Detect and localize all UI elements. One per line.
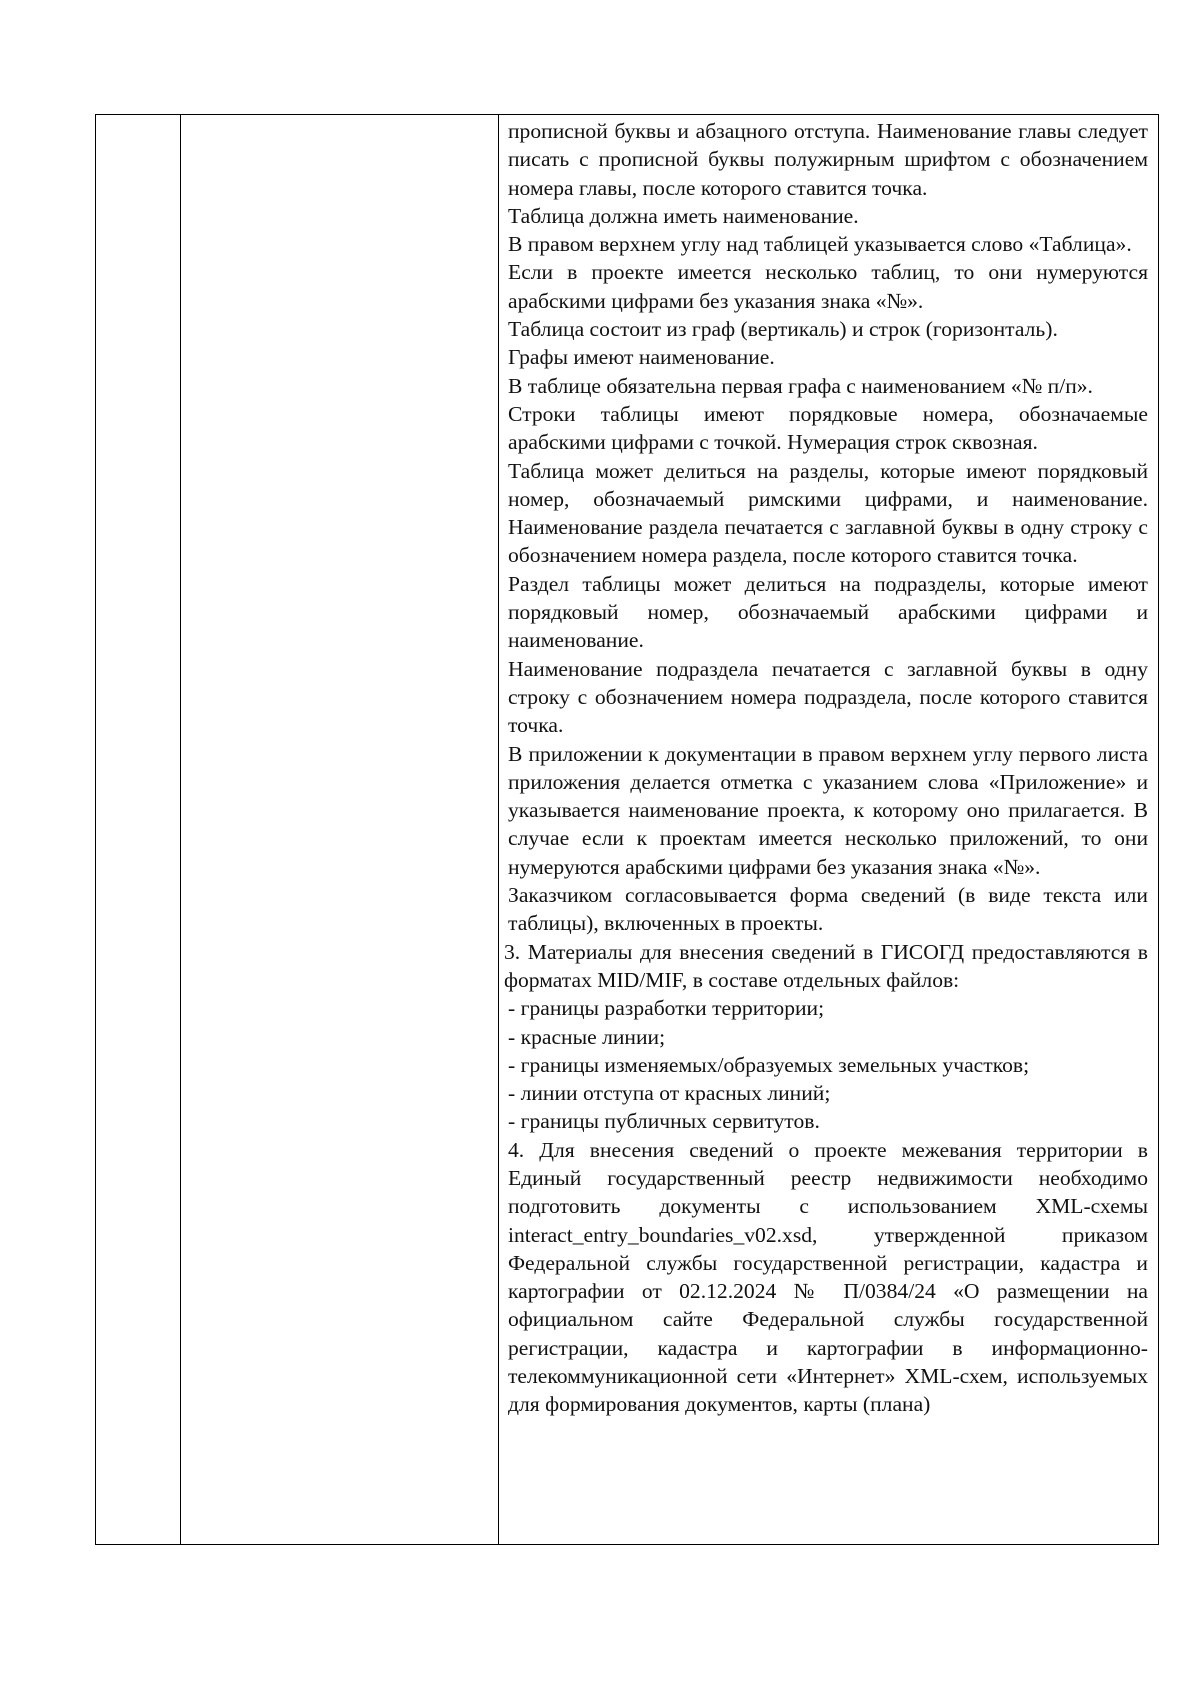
paragraph: Заказчиком согласовывается форма сведений (в виде текста или таблицы), включенных в проекты.: [508, 883, 1148, 936]
paragraph: В правом верхнем углу над таблицей указывается слово «Таблица».: [508, 232, 1132, 257]
column-divider-1: [180, 115, 181, 1544]
paragraph: Таблица может делиться на разделы, которые имеют порядковый номер, обозначаемый римскими цифрами, и наименование. Наименование раздела печатается с заглавной буквы в одну строку с обозначением номера раздела, после которого ставится точка.: [508, 458, 1148, 568]
document-table: [95, 114, 1159, 1545]
paragraph: Если в проекте имеется несколько таблиц, то они нумеруются арабскими цифрами без указания знака «№».: [508, 260, 1148, 313]
paragraph: прописной буквы и абзацного отступа. Наименование главы следует писать с прописной буквы полужирным шрифтом с обозначением номера главы, после которого ставится точка.: [508, 119, 1148, 200]
paragraph: Таблица должна иметь наименование.: [508, 203, 859, 228]
list-item: - границы публичных сервитутов.: [508, 1109, 820, 1134]
paragraph: В таблице обязательна первая графа с наименованием «№ п/п».: [508, 373, 1093, 398]
column-divider-2: [498, 115, 499, 1544]
paragraph: Таблица состоит из граф (вертикаль) и строк (горизонталь).: [508, 317, 1058, 342]
list-item: - линии отступа от красных линий;: [508, 1081, 831, 1106]
paragraph: Графы имеют наименование.: [508, 345, 775, 370]
paragraph: 4. Для внесения сведений о проекте межевания территории в Единый государственный реестр недвижимости необходимо подготовить документы с использованием XML-схемы interact_entry_boundaries_v02.xsd, утвержденной приказом Федеральной службы государственной регистрации, кадастра и картографии от 02.12.2024 № П/0384/24 «О размещении на официальном сайте Федеральной службы государственной регистрации, кадастра и картографии в информационно-телекоммуникационной сети «Интернет» XML-схем, используемых для формирования документов, карты (плана): [508, 1137, 1148, 1417]
paragraph: Наименование подраздела печатается с заглавной буквы в одну строку с обозначением номера подраздела, после которого ставится точка.: [508, 656, 1148, 738]
paragraph: В приложении к документации в правом верхнем углу первого листа приложения делается отметка с указанием слова «Приложение» и указывается наименование проекта, к которому оно прилагается. В случае если к проектам имеется несколько приложений, то они нумеруются арабскими цифрами без указания знака «№».: [508, 741, 1148, 879]
list-item: - границы изменяемых/образуемых земельных участков;: [508, 1052, 1030, 1077]
list-item: - границы разработки территории;: [508, 996, 825, 1021]
paragraph: 3. Материалы для внесения сведений в ГИСОГД предоставляются в форматах MID/MIF, в составе отдельных файлов:: [504, 939, 1148, 992]
paragraph: Раздел таблицы может делиться на подразделы, которые имеют порядковый номер, обозначаемый арабскими цифрами и наименование.: [508, 571, 1148, 653]
list-item: - красные линии;: [508, 1024, 666, 1049]
paragraph: Строки таблицы имеют порядковые номера, обозначаемые арабскими цифрами с точкой. Нумерация строк сквозная.: [508, 401, 1148, 455]
table-cell-text: [504, 117, 1148, 1419]
